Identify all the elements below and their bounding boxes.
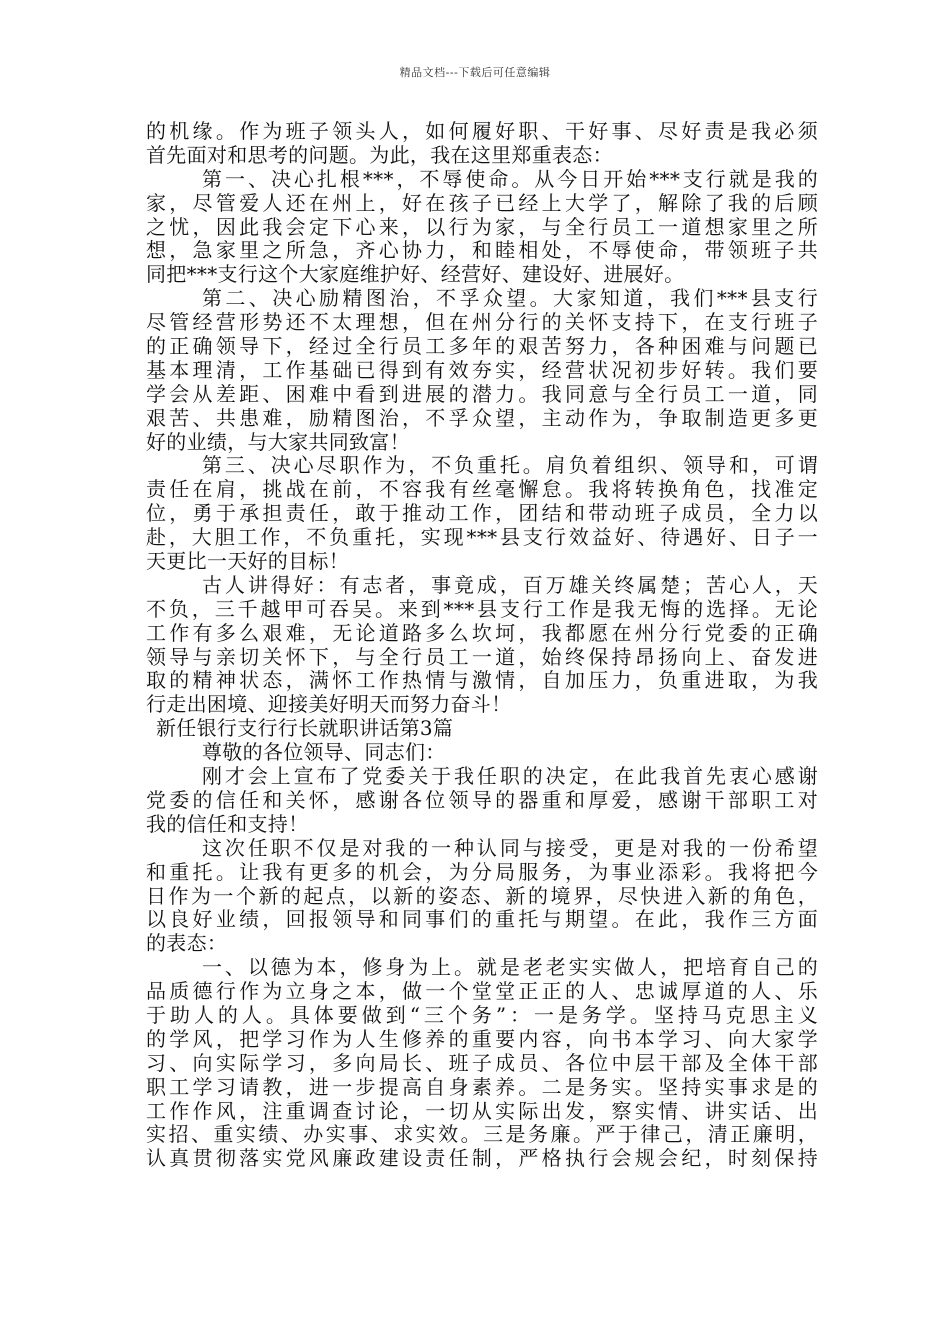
text-line: 第一、决心扎根***，不辱使命。从今日开始***支行就是我的 (202, 166, 818, 191)
text-line: 的表态： (146, 931, 228, 956)
text-line: 的机缘。作为班子领头人，如何履好职、干好事、尽好责是我必须 (146, 119, 818, 143)
text-line: 之忧，因此我会定下心来，以行为家，与全行员工一道想家里之所 (146, 214, 818, 239)
text-line: 取的精神状态，满怀工作热情与激情，自加压力，负重进取，为我 (146, 668, 818, 693)
text-line: 古人讲得好：有志者，事竟成，百万雄关终属楚；苦心人，天 (202, 572, 818, 597)
text-line: 这次任职不仅是对我的一种认同与接受，更是对我的一份希望 (202, 835, 818, 860)
text-line: 以良好业绩，回报领导和同事们的重托与期望。在此，我作三方面 (146, 907, 818, 932)
text-line: 同把***支行这个大家庭维护好、经营好、建设好、进展好。 (146, 262, 685, 287)
text-line: 一、以德为本，修身为上。就是老老实实做人，把培育自己的 (202, 955, 818, 980)
text-line: 工作作风，注重调查讨论，一切从实际出发，察实情、讲实话、出 (146, 1098, 818, 1123)
text-line: 的正确领导下，经过全行员工多年的艰苦努力，各种困难与问题已 (146, 334, 818, 359)
text-line: 第二、决心励精图治，不孚众望。大家知道，我们***县支行 (202, 286, 818, 311)
text-line: 领导与亲切关怀下，与全行员工一道，始终保持昂扬向上、奋发进 (146, 644, 818, 669)
text-line: 艰苦、共患难，励精图治，不孚众望，主动作为，争取制造更多更 (146, 405, 818, 430)
text-line: 实招、重实绩、办实事、求实效。三是务廉。严于律己，清正廉明， (146, 1122, 818, 1147)
text-line: 刚才会上宣布了党委关于我任职的决定，在此我首先衷心感谢 (202, 764, 818, 789)
text-line: 于助人的人。具体要做到“三个务”：一是务学。坚持马克思主义 (146, 1002, 818, 1027)
text-line: 位，勇于承担责任，敢于推动工作，团结和带动班子成员，全力以 (146, 501, 818, 526)
page-header: 精品文档---下载后可任意编辑 (399, 66, 551, 79)
text-line: 家，尽管爱人还在州上，好在孩子已经上大学了，解除了我的后顾 (146, 190, 818, 215)
text-line: 的学风，把学习作为人生修养的重要内容，向书本学习、向大家学 (146, 1026, 818, 1051)
text-line: 行走出困境、迎接美好明天而努力奋斗！ (146, 692, 512, 717)
text-line: 首先面对和思考的问题。为此，我在这里郑重表态： (146, 142, 613, 167)
text-line: 想，急家里之所急，齐心协力，和睦相处，不辱使命，带领班子共 (146, 238, 818, 263)
text-line: 学会从差距、困难中看到进展的潜力。我同意与全行员工一道，同 (146, 381, 818, 406)
text-line: 责任在肩，挑战在前，不容我有丝毫懈怠。我将转换角色，找准定 (146, 477, 818, 502)
text-line: 品质德行作为立身之本，做一个堂堂正正的人、忠诚厚道的人、乐 (146, 979, 818, 1004)
text-line: 尊敬的各位领导、同志们： (202, 740, 446, 765)
text-line: 尽管经营形势还不太理想，但在州分行的关怀支持下，在支行班子 (146, 310, 818, 335)
text-line: 职工学习请教，进一步提高自身素养。二是务实。坚持实事求是的 (146, 1074, 818, 1099)
text-line: 天更比一天好的目标！ (146, 549, 349, 574)
text-line: 认真贯彻落实党风廉政建设责任制，严格执行会规会纪，时刻保持 (146, 1146, 818, 1171)
text-line: 我的信任和支持！ (146, 811, 309, 836)
text-line: 第三、决心尽职作为，不负重托。肩负着组织、领导和，可谓 (202, 453, 818, 478)
text-line: 习、向实际学习，多向局长、班子成员、各位中层干部及全体干部 (146, 1050, 818, 1075)
text-line: 好的业绩，与大家共同致富！ (146, 429, 410, 454)
text-line: 党委的信任和关怀，感谢各位领导的器重和厚爱，感谢干部职工对 (146, 787, 818, 812)
section-title: 新任银行支行行长就职讲话第3篇 (156, 716, 454, 741)
text-line: 工作有多么艰难，无论道路多么坎坷，我都愿在州分行党委的正确 (146, 620, 818, 645)
text-line: 不负，三千越甲可吞吴。来到***县支行工作是我无悔的选择。无论 (146, 596, 818, 621)
text-line: 和重托。让我有更多的机会，为分局服务，为事业添彩。我将把今 (146, 859, 818, 884)
text-line: 赴，大胆工作，不负重托，实现***县支行效益好、待遇好、日子一 (146, 525, 818, 550)
text-line: 基本理清，工作基础已得到有效夯实，经营状况初步好转。我们要 (146, 357, 818, 382)
text-line: 日作为一个新的起点，以新的姿态、新的境界，尽快进入新的角色， (146, 883, 818, 908)
document-body (146, 120, 818, 1171)
